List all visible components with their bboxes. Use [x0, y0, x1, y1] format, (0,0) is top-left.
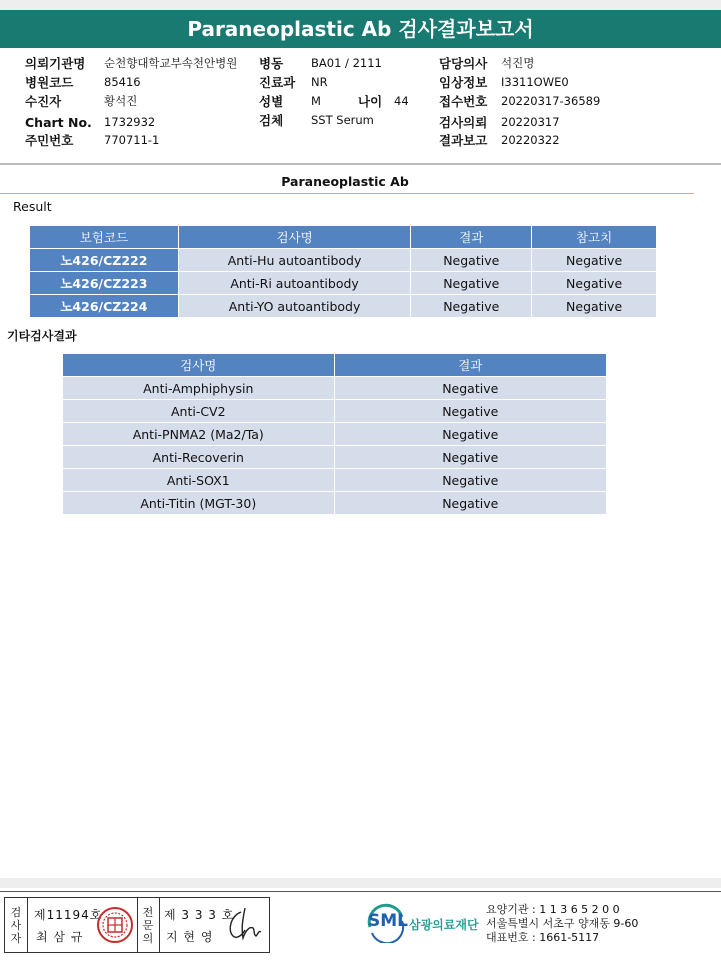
header-result: 결과 — [334, 354, 606, 377]
test-name-cell: Anti-Amphiphysin — [63, 377, 335, 400]
header-test-name: 검사명 — [178, 226, 411, 249]
reference-cell: Negative — [532, 295, 657, 318]
other-results-table — [62, 353, 607, 515]
reference-cell: Negative — [532, 249, 657, 272]
value-receipt-no: 20220317-36589 — [501, 94, 601, 108]
table-row — [63, 446, 607, 469]
top-strip — [0, 0, 721, 10]
header-result: 결과 — [411, 226, 532, 249]
table-row — [63, 423, 607, 446]
signature-box — [4, 897, 270, 953]
header-test-name: 검사명 — [63, 354, 335, 377]
value-resident-no: 770711-1 — [104, 133, 160, 147]
insurance-code-cell: 노426/CZ224 — [30, 295, 179, 318]
value-department: NR — [311, 75, 328, 89]
value-clinical-info: I3311OWE0 — [501, 75, 569, 89]
tester-name: 최 삼 규 — [36, 930, 84, 944]
test-name-cell: Anti-Hu autoantibody — [178, 249, 411, 272]
report-title: Paraneoplastic Ab 검사결과보고서 — [0, 10, 721, 48]
label-sex: 성별 — [259, 94, 284, 109]
result-label: Result — [13, 199, 52, 214]
test-name-cell: Anti-Titin (MGT-30) — [63, 492, 335, 515]
table-row — [63, 492, 607, 515]
seal-icon — [96, 906, 134, 944]
signature-icon — [223, 904, 265, 944]
phone-number: 대표번호 : 1661-5117 — [486, 931, 600, 944]
result-table — [29, 225, 657, 318]
doctor-name: 지 현 영 — [166, 930, 214, 944]
label-clinical-info: 임상정보 — [439, 75, 488, 90]
test-name-cell: Anti-Recoverin — [63, 446, 335, 469]
address: 서울특별시 서초구 양재동 9-60 — [486, 917, 639, 930]
signature-divider — [27, 898, 28, 952]
tester-tag: 검사자 — [10, 905, 22, 945]
reference-cell: Negative — [532, 272, 657, 295]
other-table-header — [63, 354, 607, 377]
header-reference: 참고치 — [532, 226, 657, 249]
table-row — [30, 272, 657, 295]
test-name-cell: Anti-Ri autoantibody — [178, 272, 411, 295]
table-row — [63, 377, 607, 400]
result-cell: Negative — [334, 469, 606, 492]
section-title: Paraneoplastic Ab — [281, 174, 409, 189]
test-name-cell: Anti-CV2 — [63, 400, 335, 423]
result-cell: Negative — [411, 272, 532, 295]
table-row — [30, 249, 657, 272]
table-row — [63, 469, 607, 492]
result-cell: Negative — [334, 377, 606, 400]
label-receipt-no: 접수번호 — [439, 94, 488, 109]
label-hospital-code: 병원코드 — [25, 75, 74, 90]
sml-logo-name: 삼광의료재단 — [409, 918, 479, 932]
footer-strip — [0, 878, 721, 888]
insurance-code-cell: 노426/CZ222 — [30, 249, 179, 272]
result-cell: Negative — [411, 249, 532, 272]
tester-license-no: 제11194호 — [34, 908, 103, 922]
result-cell: Negative — [334, 400, 606, 423]
label-department: 진료과 — [259, 75, 296, 90]
footer-divider — [0, 891, 721, 892]
test-name-cell: Anti-SOX1 — [63, 469, 335, 492]
label-doctor: 담당의사 — [439, 56, 488, 71]
other-results-label: 기타검사결과 — [7, 329, 77, 343]
value-ward: BA01 / 2111 — [311, 56, 382, 70]
doctor-license-no: 제 3 3 3 호 — [164, 908, 235, 922]
header-insurance-code: 보험코드 — [30, 226, 179, 249]
label-patient: 수진자 — [25, 94, 62, 109]
result-cell: Negative — [411, 295, 532, 318]
value-specimen: SST Serum — [311, 113, 374, 127]
insurance-code-cell: 노426/CZ223 — [30, 272, 179, 295]
value-sex: M — [311, 94, 321, 108]
label-requesting-institution: 의뢰기관명 — [25, 56, 86, 71]
label-report-date: 결과보고 — [439, 133, 488, 148]
value-report-date: 20220322 — [501, 133, 560, 147]
table-row — [30, 295, 657, 318]
header-divider — [0, 163, 721, 165]
result-table-header — [30, 226, 657, 249]
label-request-date: 검사의뢰 — [439, 115, 488, 130]
label-resident-no: 주민번호 — [25, 133, 74, 148]
institution-code: 요양기관 : 1 1 3 6 5 2 0 0 — [486, 903, 620, 916]
sml-logo-mark: SML — [368, 911, 408, 931]
value-request-date: 20220317 — [501, 115, 560, 129]
label-age: 나이 — [358, 94, 383, 109]
value-doctor: 석진명 — [501, 56, 535, 70]
result-cell: Negative — [334, 423, 606, 446]
signature-divider — [159, 898, 160, 952]
test-name-cell: Anti-PNMA2 (Ma2/Ta) — [63, 423, 335, 446]
label-ward: 병동 — [259, 56, 284, 71]
result-cell: Negative — [334, 492, 606, 515]
section-divider — [0, 193, 694, 194]
doctor-tag: 전문의 — [142, 905, 154, 945]
value-requesting-institution: 순천향대학교부속천안병원 — [104, 56, 238, 70]
value-age: 44 — [394, 94, 409, 108]
value-chart-no: 1732932 — [104, 115, 156, 129]
test-name-cell: Anti-YO autoantibody — [178, 295, 411, 318]
value-patient: 황석진 — [104, 94, 138, 108]
label-chart-no: Chart No. — [25, 115, 92, 130]
table-row — [63, 400, 607, 423]
value-hospital-code: 85416 — [104, 75, 141, 89]
label-specimen: 검체 — [259, 113, 284, 128]
result-cell: Negative — [334, 446, 606, 469]
